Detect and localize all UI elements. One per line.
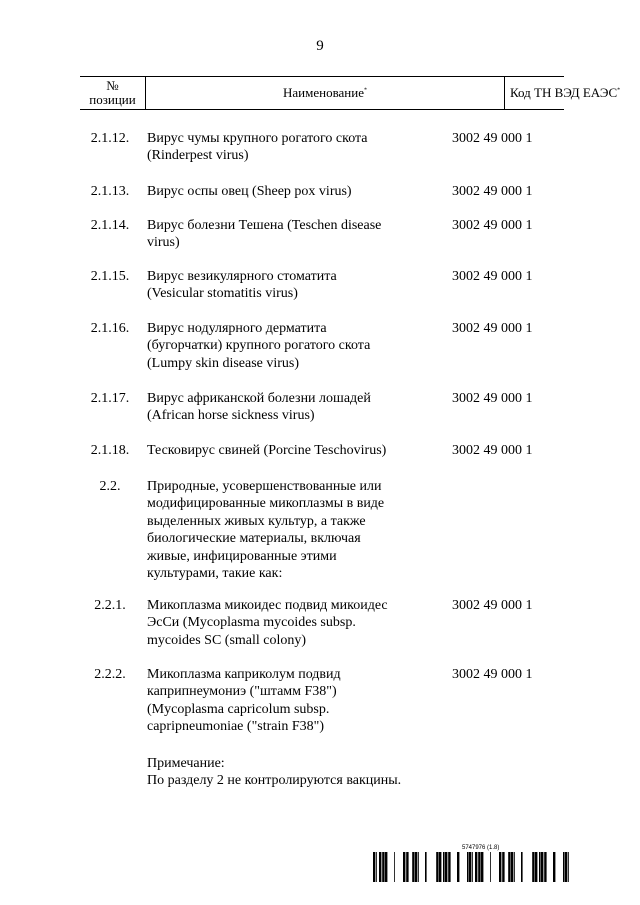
item-name-line: живые, инфицированные этими xyxy=(147,548,337,564)
item-code: 3002 49 000 1 xyxy=(452,131,533,146)
item-name-line: (Mycoplasma capricolum subsp. xyxy=(147,701,330,717)
item-name-line: культурами, такие как: xyxy=(147,566,283,582)
item-name-line: Микоплазма микоидес подвид микоидес xyxy=(147,598,388,613)
item-name-line: Тесковирус свиней (Porcine Teschovirus) xyxy=(147,443,387,458)
item-name-line: Вирус везикулярного стоматита xyxy=(147,269,337,284)
item-code: 3002 49 000 1 xyxy=(452,443,533,458)
position-number: 2.1.18. xyxy=(90,443,130,458)
item-code: 3002 49 000 1 xyxy=(452,391,533,406)
item-name-line: (Lumpy skin disease virus) xyxy=(147,355,300,371)
header-num-label: позиции xyxy=(89,92,136,107)
item-name xyxy=(147,478,432,582)
item-name-line: Вирус чумы крупного рогатого скота xyxy=(147,131,368,146)
item-name-line: Вирус африканской болезни лошадей xyxy=(147,391,371,406)
header-code xyxy=(504,77,621,109)
header-num-symbol: № xyxy=(106,78,119,93)
item-name xyxy=(147,320,432,372)
position-number: 2.2.1. xyxy=(94,598,126,613)
item-code: 3002 49 000 1 xyxy=(452,598,533,613)
item-name-line: (бугорчатки) крупного рогатого скота xyxy=(147,338,371,354)
header-position-number xyxy=(80,77,146,109)
position-number: 2.1.13. xyxy=(90,184,130,199)
barcode-icon xyxy=(373,852,569,882)
item-name-line: mycoides SC (small colony) xyxy=(147,632,307,648)
item-name-line: Микоплазма каприколум подвид xyxy=(147,667,341,682)
item-code: 3002 49 000 1 xyxy=(452,321,533,336)
header-name-footnote-mark: * xyxy=(364,87,367,94)
item-name-line: Вирус оспы овец (Sheep pox virus) xyxy=(147,184,352,199)
barcode-number: 5747976 (1.8) xyxy=(462,845,500,851)
item-code: 3002 49 000 1 xyxy=(452,218,533,233)
item-name-line: ЭсСи (Mycoplasma mycoides subsp. xyxy=(147,615,356,631)
position-number: 2.1.16. xyxy=(90,321,130,336)
position-number: 2.1.17. xyxy=(90,391,130,406)
item-name-line: модифицированные микоплазмы в виде xyxy=(147,496,385,512)
item-name-line: Природные, усовершенствованные или xyxy=(147,479,382,494)
position-number: 2.1.15. xyxy=(90,269,130,284)
note-text: По разделу 2 не контролируются вакцины. xyxy=(147,773,402,789)
header-code-footnote-mark: * xyxy=(617,87,621,94)
header-name-label: Наименование xyxy=(283,85,364,100)
position-number: 2.2. xyxy=(99,479,121,494)
item-name-line: capripneumoniae ("strain F38") xyxy=(147,719,325,735)
item-name-line: Вирус нодулярного дерматита xyxy=(147,321,327,336)
page-number: 9 xyxy=(316,38,324,54)
header-name xyxy=(146,77,505,109)
table-header xyxy=(80,76,621,110)
item-name-line: биологические материалы, включая xyxy=(147,531,361,547)
item-name xyxy=(147,597,432,649)
item-name-line: (Rinderpest virus) xyxy=(147,148,249,164)
item-name xyxy=(147,183,432,200)
note-title: Примечание: xyxy=(147,756,225,771)
note xyxy=(147,755,401,790)
item-code: 3002 49 000 1 xyxy=(452,667,533,682)
item-name-line: (African horse sickness virus) xyxy=(147,408,315,424)
position-number: 2.2.2. xyxy=(94,667,126,682)
position-number: 2.1.14. xyxy=(90,218,130,233)
item-name xyxy=(147,217,432,252)
item-name xyxy=(147,442,432,459)
item-name-line: выделенных живых культур, а также xyxy=(147,513,366,529)
item-name-line: каприпнеумониэ ("штамм F38") xyxy=(147,684,337,700)
header-code-label: Код ТН ВЭД ЕАЭС xyxy=(510,85,618,100)
item-code: 3002 49 000 1 xyxy=(452,269,533,284)
item-code: 3002 49 000 1 xyxy=(452,184,533,199)
item-name xyxy=(147,130,432,165)
item-name xyxy=(147,390,432,425)
item-name-line: (Vesicular stomatitis virus) xyxy=(147,286,298,302)
item-name xyxy=(147,268,432,303)
item-name-line: virus) xyxy=(147,235,180,251)
item-name-line: Вирус болезни Тешена (Teschen disease xyxy=(147,218,382,233)
position-number: 2.1.12. xyxy=(90,131,130,146)
item-name xyxy=(147,666,432,736)
